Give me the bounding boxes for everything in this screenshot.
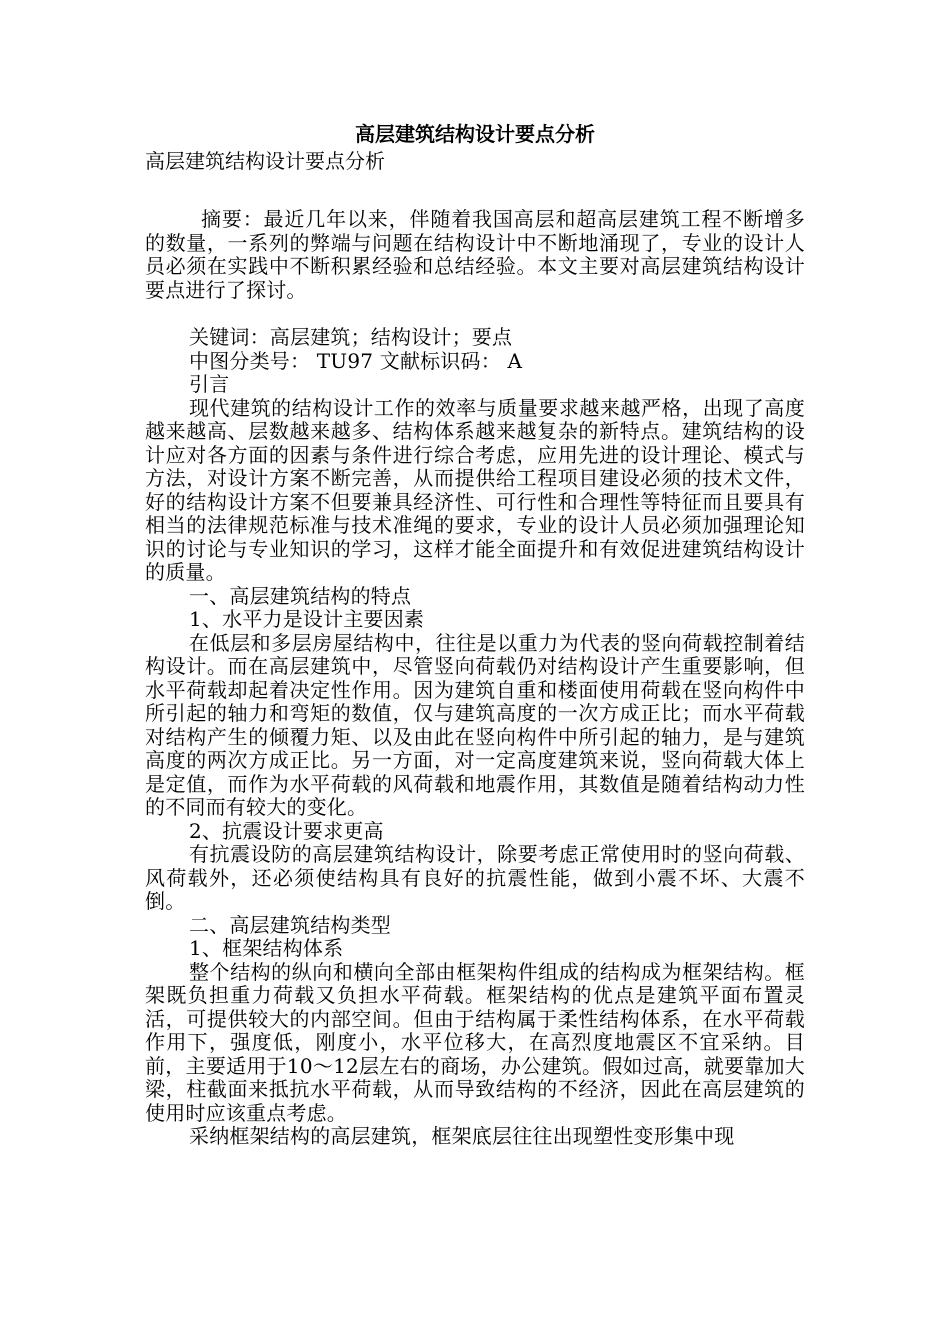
spacer: [145, 302, 805, 326]
abstract-paragraph: 摘要：最近几年以来，伴随着我国高层和超高层建筑工程不断增多的数量，一系列的弊端与问题在结构设计中不断地涌现了，专业的设计人员必须在实践中不断积累经验和总结经验。本文主要对高层建筑结构设计要点进行了探讨。: [145, 207, 805, 302]
keywords-line: 关键词：高层建筑；结构设计；要点: [189, 325, 513, 349]
classification-line: 中图分类号： TU97 文献标识码： A: [189, 348, 523, 373]
section2-sub1-paragraph: 整个结构的纵向和横向全部由框架构件组成的结构成为框架结构。框架既负担重力荷载又负担水平荷载。框架结构的优点是建筑平面布置灵活，可提供较大的内部空间。但由于结构属于柔性结构体系，在水平荷载作用下，强度低，刚度小，水平位移大，在高烈度地震区不宜采纳。目前，主要适用于10～12层左右的商场，办公建筑。假如过高，就要靠加大梁，柱截面来抵抗水平荷载，从而导致结构的不经济，因此在高层建筑的使用时应该重点考虑。: [145, 959, 805, 1125]
section1-sub1-heading: 1、水平力是设计主要因素: [189, 607, 425, 631]
section1-sub2-paragraph: 有抗震设防的高层建筑结构设计，除要考虑正常使用时的竖向荷载、风荷载外，还必须使结构具有良好的抗震性能，做到小震不坏、大震不倒。: [145, 842, 805, 913]
document-subtitle: 高层建筑结构设计要点分析: [145, 149, 385, 173]
intro-paragraph: 现代建筑的结构设计工作的效率与质量要求越来越严格，出现了高度越来越高、层数越来越多、结构体系越来越复杂的新特点。建筑结构的设计应对各方面的因素与条件进行综合考虑，应用先进的设计理论、模式与方法，对设计方案不断完善，从而提供给工程项目建设必须的技术文件，好的结构设计方案不但要兼具经济性、可行性和合理性等特征而且要具有相当的法律规范标准与技术准绳的要求，专业的设计人员必须加强理论知识的讨论与专业知识的学习，这样才能全面提升和有效促进建筑结构设计的质量。: [145, 395, 805, 584]
intro-heading: 引言: [189, 372, 230, 396]
section1-sub2-heading: 2、抗震设计要求更高: [189, 818, 384, 843]
section2-sub1-paragraph-2: 采纳框架结构的高层建筑，框架底层往往出现塑性变形集中现: [189, 1124, 735, 1148]
section1-heading: 一、高层建筑结构的特点: [189, 583, 412, 608]
document-page: [145, 120, 805, 1149]
spacer: [145, 174, 805, 208]
section1-sub1-paragraph: 在低层和多层房屋结构中，往往是以重力为代表的竖向荷载控制着结构设计。而在高层建筑中，尽管竖向荷载仍对结构设计产生重要影响，但水平荷载却起着决定性作用。因为建筑自重和楼面使用荷载在竖向构件中所引起的轴力和弯矩的数值，仅与建筑高度的一次方成正比；而水平荷载对结构产生的倾覆力矩、以及由此在竖向构件中所引起的轴力，是与建筑高度的两次方成正比。另一方面，对一定高度建筑来说，竖向荷载大体上是定值，而作为水平荷载的风荷载和地震作用，其数值是随着结构动力性的不同而有较大的变化。: [145, 630, 805, 819]
document-title: 高层建筑结构设计要点分析: [355, 122, 595, 146]
section2-sub1-heading: 1、框架结构体系: [189, 936, 344, 960]
section2-heading: 二、高层建筑结构类型: [189, 912, 391, 937]
